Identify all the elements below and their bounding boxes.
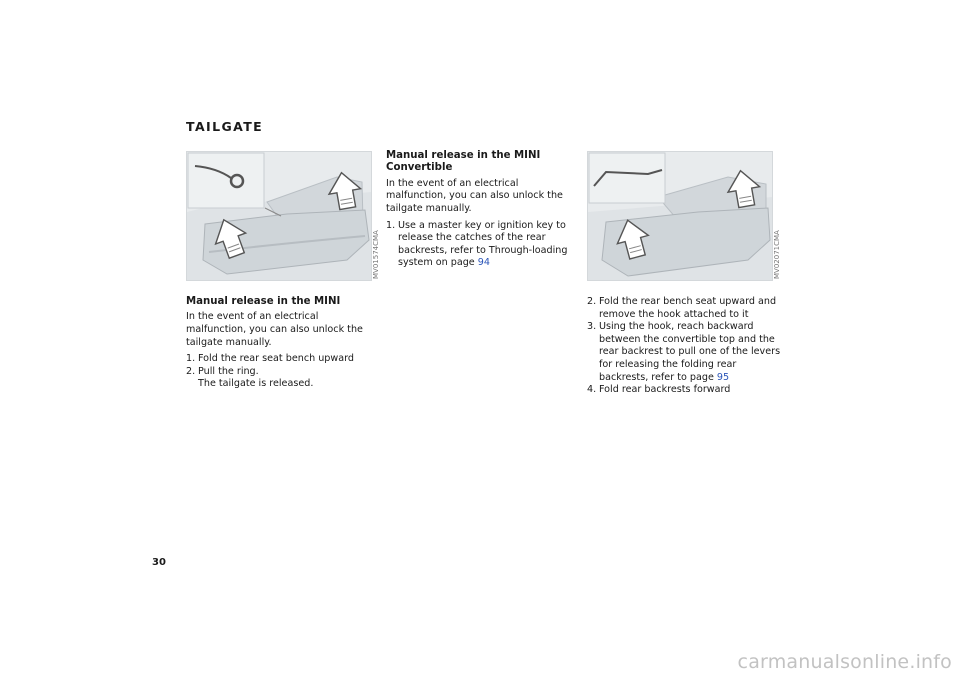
- left-step-2: [186, 366, 376, 391]
- figure-code-right: MV02071CMA: [773, 230, 781, 279]
- page-link-94[interactable]: 94: [477, 257, 490, 269]
- left-heading: Manual release in the MINI: [186, 296, 341, 307]
- section-title: TAILGATE: [186, 119, 264, 134]
- watermark: carmanualsonline.info: [737, 651, 952, 673]
- middle-steps: [386, 220, 578, 270]
- left-column: [186, 296, 376, 391]
- left-step-1: [186, 353, 376, 366]
- convertible-seat-release-figure: [587, 151, 773, 281]
- middle-intro: In the event of an electrical malfunction, you can also unlock the tailgate manually.: [386, 177, 563, 214]
- step-text: Fold the rear seat bench upward: [198, 353, 354, 365]
- right-step-4: [587, 384, 783, 397]
- rear-seat-illustration: [187, 152, 371, 280]
- right-step-3: [587, 321, 783, 384]
- step-subtext: The tailgate is released.: [198, 378, 314, 390]
- step-text: Fold rear backrests forward: [599, 384, 731, 396]
- step-number: 4.: [587, 384, 597, 396]
- right-steps: [587, 296, 783, 397]
- step-number: 1.: [186, 353, 196, 365]
- middle-heading-line2: Convertible: [386, 162, 453, 174]
- left-steps: [186, 353, 376, 391]
- step-number: 2.: [587, 296, 597, 307]
- step-number: 1.: [386, 219, 396, 231]
- left-intro: In the event of an electrical malfunction, you can also unlock the tailgate manually.: [186, 311, 363, 348]
- middle-heading-line1: Manual release in the MINI: [386, 150, 541, 161]
- step-text: Pull the ring.: [198, 365, 259, 377]
- right-column: [587, 296, 783, 397]
- middle-heading: [386, 150, 578, 175]
- middle-step-1: [386, 220, 578, 270]
- step-number: 2.: [186, 365, 196, 377]
- step-text: Using the hook, reach backward between the convertible top and the rear backrest to pull one of the levers for releasing the folding rear backrests, refer to page: [599, 321, 781, 383]
- middle-column: [386, 150, 578, 270]
- right-step-2: [587, 296, 783, 321]
- step-number: 3.: [587, 321, 597, 333]
- step-text: Fold the rear bench seat upward and remove the hook attached to it: [599, 296, 777, 320]
- page-number: 30: [152, 557, 166, 568]
- page-link-95[interactable]: 95: [716, 371, 730, 383]
- figure-code-left: MV01574CMA: [372, 230, 380, 279]
- rear-seat-release-figure: [186, 151, 372, 281]
- convertible-seat-illustration: [588, 152, 772, 280]
- step-text: Use a master key or ignition key to release the catches of the rear backrests, refer to Through-loading system on page: [398, 219, 568, 269]
